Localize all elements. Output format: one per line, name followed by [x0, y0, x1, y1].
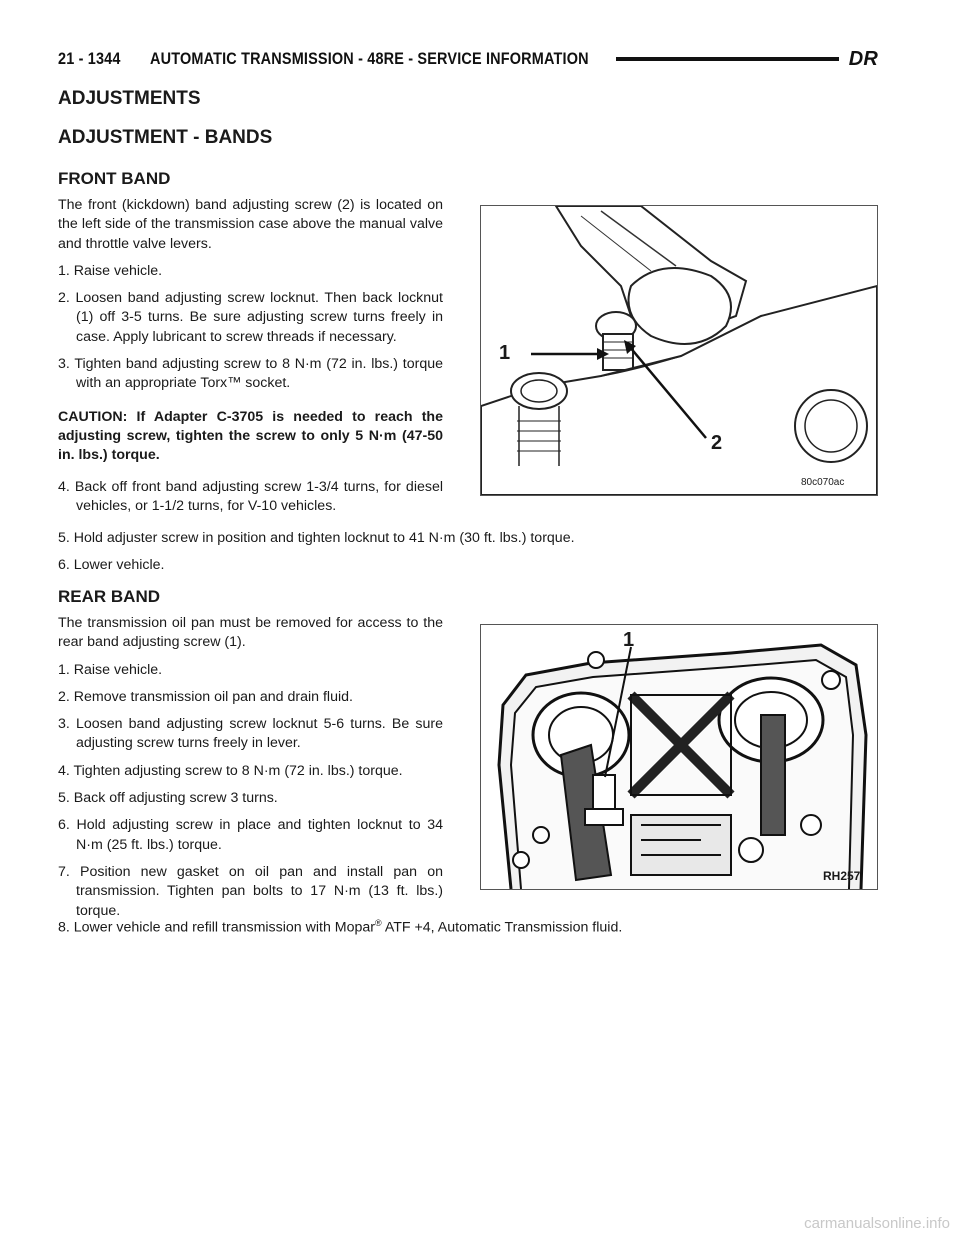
front-callout-2: 2: [711, 432, 723, 454]
rear-step-3: 3. Loosen band adjusting screw locknut 5-6 turns. Be sure adjusting screw turns freely in lever.: [58, 716, 443, 752]
rear-figure-caption: RH257: [823, 869, 861, 883]
header-rule: [616, 57, 839, 61]
rear-band-text: [58, 614, 443, 929]
front-step-6: 6. Lower vehicle.: [58, 557, 165, 574]
front-step-3: 3. Tighten band adjusting screw to 8 N·m (72 in. lbs.) torque with an appropriate Torx™ socket.: [58, 356, 443, 392]
rear-step-8-before: 8. Lower vehicle and refill transmission with Mopar: [58, 919, 375, 936]
model-code: DR: [848, 47, 878, 70]
rear-step-8-after: ATF +4, Automatic Transmission fluid.: [384, 919, 623, 936]
front-band-heading: FRONT BAND: [58, 169, 171, 188]
rear-step-8-block: [58, 914, 878, 946]
header-title: AUTOMATIC TRANSMISSION - 48RE - SERVICE INFORMATION: [149, 49, 589, 68]
front-band-text: [58, 196, 443, 524]
rear-band-illustration: [481, 625, 877, 889]
front-step-2: 2. Loosen band adjusting screw locknut. Then back locknut (1) off 3-5 turns. Be sure adjusting screw turns freely in case. Apply lubricant to screw threads if necessary.: [58, 290, 443, 345]
rear-step-2: 2. Remove transmission oil pan and drain fluid.: [58, 688, 353, 705]
front-caution: CAUTION: If Adapter C-3705 is needed to reach the adjusting screw, tighten the screw to only 5 N·m (47-50 in. lbs.) torque.: [58, 408, 443, 464]
section-title: ADJUSTMENTS: [58, 88, 201, 109]
page-header: [58, 44, 878, 74]
rear-step-1: 1. Raise vehicle.: [58, 661, 163, 678]
rear-band-figure: [480, 624, 878, 890]
rear-callout-1: 1: [623, 629, 635, 651]
front-step-4: 4. Back off front band adjusting screw 1-3/4 turns, for diesel vehicles, or 1-1/2 turns, for V-10 vehicles.: [58, 478, 443, 514]
front-band-text-full: [58, 529, 878, 584]
front-figure-caption: 80c070ac: [801, 477, 845, 488]
front-band-intro: The front (kickdown) band adjusting screw (2) is located on the left side of the transmission case above the manual valve and throttle valve levers.: [58, 197, 443, 252]
front-step-5: 5. Hold adjuster screw in position and tighten locknut to 41 N·m (30 ft. lbs.) torque.: [58, 530, 575, 546]
rear-step-6: 6. Hold adjusting screw in place and tighten locknut to 34 N·m (25 ft. lbs.) torque.: [58, 817, 443, 853]
rear-band-heading: REAR BAND: [58, 587, 160, 606]
rear-step-5: 5. Back off adjusting screw 3 turns.: [58, 790, 278, 807]
rear-step-7: 7. Position new gasket on oil pan and install pan on transmission. Tighten pan bolts to 17 N·m (13 ft. lbs.) torque.: [58, 863, 443, 919]
registered-mark: ®: [375, 918, 382, 928]
front-band-figure: [480, 205, 878, 496]
watermark: carmanualsonline.info: [804, 1215, 950, 1232]
front-step-1: 1. Raise vehicle.: [58, 262, 163, 279]
page-number: 21 - 1344: [58, 49, 121, 68]
front-band-illustration: [481, 206, 877, 495]
rear-step-4: 4. Tighten adjusting screw to 8 N·m (72 in. lbs.) torque.: [58, 762, 403, 779]
front-callout-1: 1: [499, 342, 511, 364]
rear-band-intro: The transmission oil pan must be removed for access to the rear band adjusting screw (1).: [58, 615, 443, 651]
subsection-title: ADJUSTMENT - BANDS: [58, 127, 273, 148]
rear-step-8: [58, 914, 878, 938]
